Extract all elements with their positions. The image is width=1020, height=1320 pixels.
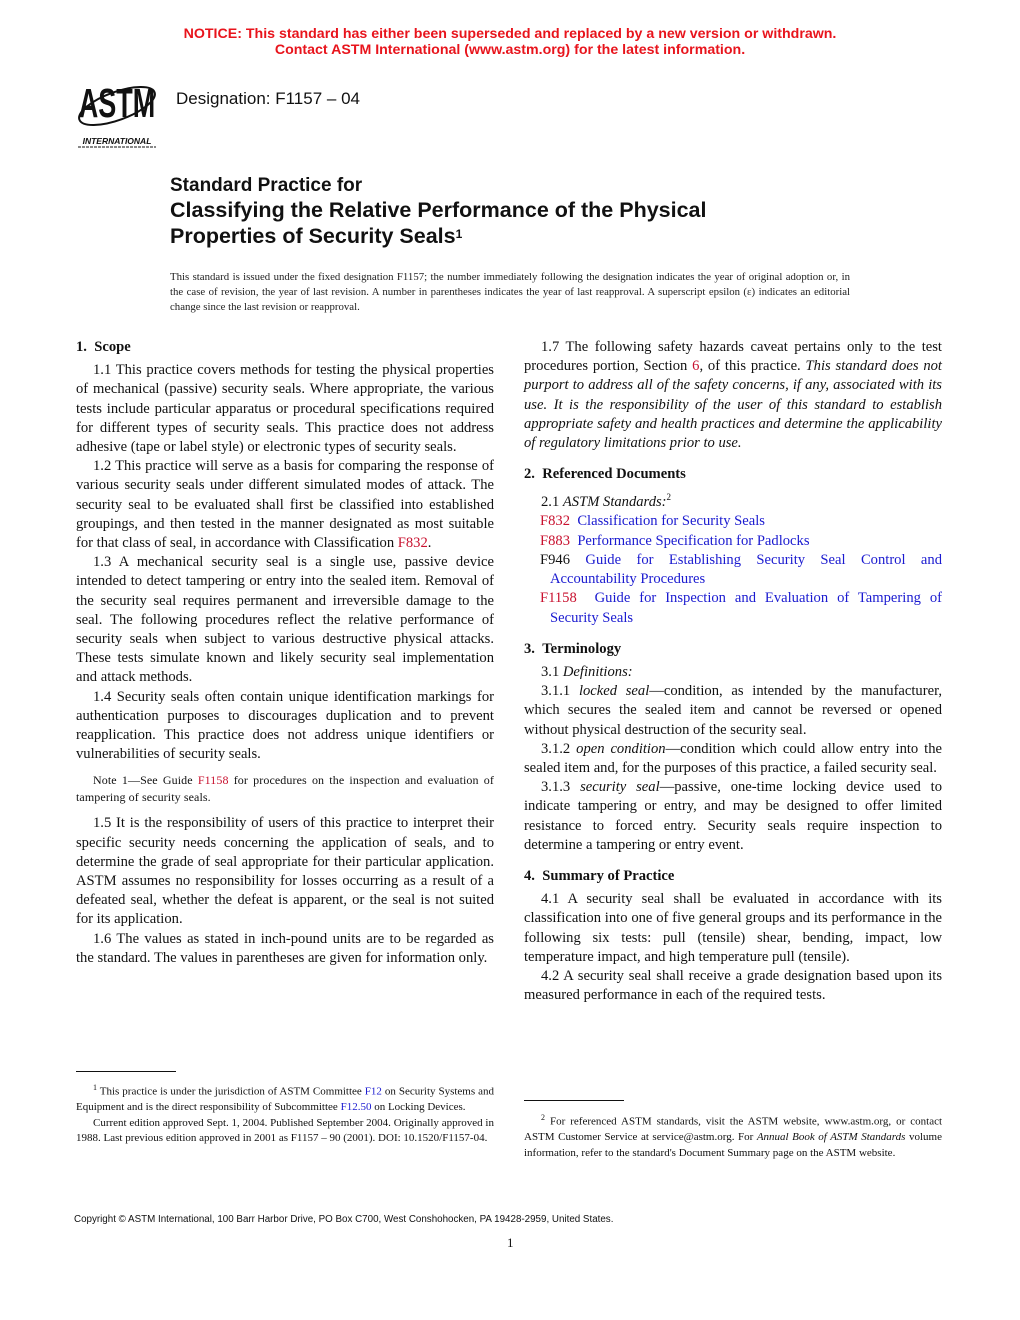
section-heading-scope: 1. Scope [76, 339, 131, 355]
paragraph-4-2: 4.2 A security seal shall receive a grade designation based upon its measured performance in each of the required tests. [524, 967, 942, 1004]
footnote-2: $^2$ For referenced ASTM standards, visit the ASTM website, www.astm.org, or contact ASTM Customer Service at service@astm.org. For Annual Book of ASTM Standards volume information, refer to the standard's Document Summary page on the ASTM website. [524, 1113, 943, 1159]
reference-item[interactable]: F832 Classification for Security Seals [540, 513, 765, 530]
left-column [76, 338, 494, 968]
paragraph-1-1: 1.1 This practice covers methods for testing the physical properties of mechanical (passive) security seals. Where appropriate, the various tests include particular apparatus or procedural specifications required for different types of security seals. This practice does not address adhesive (tape or label style) or electronic types of security seals. [76, 362, 494, 456]
paragraph-1-5: 1.5 It is the responsibility of users of this practice to interpret their specific security needs concerning the application of seals, and to determine the grade of seal appropriate for their particular application. ASTM assumes no responsibility for losses occurring as a result of a defeated seal, whether the defeat is apparent, or the seal is not suited for its application. [76, 815, 494, 928]
reference-item[interactable]: F1158 Guide for Inspection and Evaluation of Tampering of Security Seals [540, 590, 943, 626]
reference-item[interactable]: F946 Guide for Establishing Security Seal Control and Accountability Procedures [540, 551, 942, 588]
section-heading-referenced-documents: 2. Referenced Documents [524, 466, 686, 483]
link-section-6[interactable]: 6 [692, 358, 700, 375]
designation: Designation: F1157 – 04 [176, 89, 360, 108]
paragraph-1-7: 1.7 The following safety hazards caveat pertains only to the test procedures portion, Section 6, of this practice. This standard does not purport to address all of the safety concerns, if any, associated with its use. It is the responsibility of the user of this standard to establish appropriate safety and health practices and determine the applicability of regulatory limitations prior to use. [524, 339, 942, 452]
notice-line-2: Contact ASTM International (www.astm.org) for the latest information. [274, 42, 746, 58]
paragraph-1-3: 1.3 A mechanical security seal is a single use, passive device intended to detect tampering or entry into the sealed item. Removal of the security seal requires permanent and irreversible damage to the seal. The following procedures reflect the relative performance of security seals when subject to various destructive physical attacks. These tests simulate known and likely security seal implementation and attack methods. [76, 554, 494, 686]
link-f12[interactable]: F12 [364, 1085, 382, 1098]
withdrawal-notice [0, 26, 1020, 58]
title-footnote-mark[interactable]: 1 [455, 226, 463, 241]
section-heading-terminology: 3. Terminology [524, 640, 622, 657]
paragraph-4-1: 4.1 A security seal shall be evaluated in accordance with its classification into one of five general groups and its performance in the following six tests: pull (tensile) shear, bending, impact, low temperature impact, and high temperature pull (tensile). [524, 891, 942, 965]
reference-item[interactable]: F883 Performance Specification for Padlocks [540, 532, 810, 549]
footnote-rule-right [524, 1100, 624, 1101]
definition-open-condition: 3.1.2 open condition—condition which could allow entry into the sealed item and, for the purposes of this practice, a failed security seal. [524, 740, 942, 776]
page-number: 1 [507, 1235, 514, 1250]
section-heading-summary: 4. Summary of Practice [524, 867, 675, 884]
link-f832[interactable]: F832 [397, 535, 428, 552]
title-line-2: Properties of Security Seals$^1$ [170, 223, 463, 248]
footnote-rule-left [76, 1071, 176, 1072]
title-prefix: Standard Practice for [170, 175, 363, 196]
astm-logo-icon [72, 78, 162, 150]
title-line-1: Classifying the Relative Performance of the Physical [170, 198, 707, 222]
footnote-1: $^1$ This practice is under the jurisdiction of ASTM Committee F12 on Security Systems and Equipment and is the direct responsibility of Subcommittee F12.50 on Locking Devices. Current edition approved Sept. 1, 2004. Published September 2004. Originally approved in 1988. Last previous edition approved in 2001 as F1157 – 90 (2001). DOI: 10.1520/F1157-04. [76, 1083, 494, 1145]
paragraph-1-2: 1.2 This practice will serve as a basis for comparing the response of various security seals under different simulated modes of attack. The security seal to be evaluated shall first be classified into established groupings, and then tested in the manner designated as most suitable for that class of seal, in accordance with Classification F832. [76, 458, 494, 552]
astm-logo [72, 78, 162, 150]
link-f1158[interactable]: F1158 [197, 773, 229, 788]
definition-security-seal: 3.1.3 security seal—passive, one-time locking device used to indicate tampering or entry, and may be designed to offer limited resistance to forced entry. Security seals require inspection to determine a tampering or entry event. [524, 779, 942, 853]
notice-line-1: NOTICE: This standard has either been superseded and replaced by a new version or withdrawn. [183, 26, 837, 42]
footnote-2-mark[interactable]: 2 [666, 492, 672, 503]
document-title [170, 174, 890, 249]
svg-text:INTERNATIONAL: INTERNATIONAL [82, 136, 152, 146]
paragraph-2-1: 2.1 ASTM Standards:$^2$ [541, 492, 672, 511]
issuance-note: This standard is issued under the fixed designation F1157; the number immediately following the designation indicates the year of original adoption or, in the case of revision, the year of last revision. A number in parentheses indicates the year of last reapproval. A superscript epsilon (ε) indicates an editorial change since the last revision or reapproval. [170, 271, 850, 313]
link-f12-50[interactable]: F12.50 [340, 1101, 372, 1114]
svg-text:ASTM: ASTM [78, 81, 156, 127]
copyright-line: Copyright © ASTM International, 100 Barr Harbor Drive, PO Box C700, West Conshohocken, PA 19428-2959, United States. [74, 1214, 614, 1225]
right-column [524, 338, 942, 1005]
definition-locked-seal: 3.1.1 locked seal—condition, as intended by the manufacturer, which secures the sealed item and cannot be reversed or opened without physical destruction of the security seal. [524, 683, 942, 738]
note-1: Note 1—See Guide F1158 for procedures on the inspection and evaluation of tampering of security seals. [76, 773, 494, 805]
paragraph-1-6: 1.6 The values as stated in inch-pound units are to be regarded as the standard. The values in parentheses are given for information only. [76, 930, 494, 966]
paragraph-3-1: 3.1 Definitions: [541, 663, 633, 680]
paragraph-1-4: 1.4 Security seals often contain unique identification markings for authentication purposes to discourages duplication and to prevent reapplication. This practice does not address unique identifiers or vulnerabilities of security seals. [76, 688, 494, 763]
